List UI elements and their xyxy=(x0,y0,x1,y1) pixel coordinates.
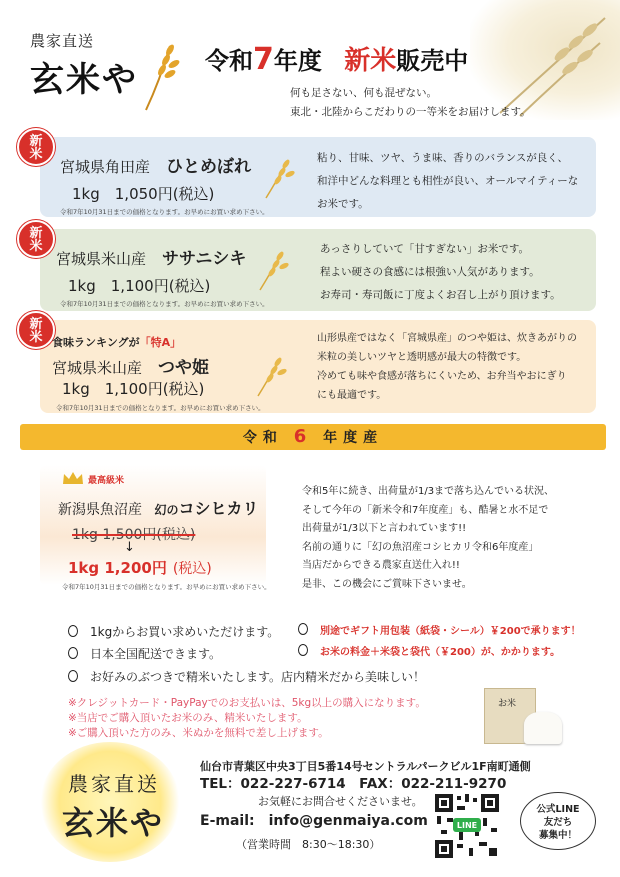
old-price: 1kg 1,500円(税込) xyxy=(72,527,196,543)
intro-line-2: 東北・北陸からこだわりの一等米をお届けします。 xyxy=(290,106,531,118)
page-headline: 令和7年度 新米販売中 xyxy=(205,42,469,77)
new-rice-badge: 新 米 xyxy=(17,311,55,349)
bran-note: ※ご購入頂いた方のみ、米ぬかを無料で差し上げます。 xyxy=(68,727,329,739)
phone-fax[interactable]: TEL：022-227-6714 FAX：022-211-9270 xyxy=(200,776,507,792)
ranking-label: 食味ランキングが「特A」 xyxy=(52,336,182,349)
product-price: 1kg 1,100円(税込) xyxy=(68,277,211,295)
header-wheat-icon xyxy=(490,8,610,118)
price-note: 令和7年10月31日までの価格となります。お早めにお買い求め下さい。 xyxy=(60,300,269,308)
product-description: 粘り、甘味、ツヤ、うま味、香りのバランスが良く、 和洋中どんな料理とも相性が良い、オールマイティーな お米です。 xyxy=(317,152,579,210)
footer-logo-subtitle: 農家直送 xyxy=(68,772,160,796)
store-address: 仙台市青葉区中央3丁目5番14号セントラルパークビル1F南町通側 xyxy=(200,760,531,773)
bag-fee-item: お米の料金＋米袋と袋代（￥200）が、かかります。 xyxy=(298,643,560,658)
product-name: ササニシキ xyxy=(162,249,247,269)
price-note: 令和7年10月31日までの価格となります。お早めにお買い求め下さい。 xyxy=(62,583,271,591)
gift-wrap-item: 別途でギフト用包装（紙袋・シール）￥200で承ります！ xyxy=(298,622,581,637)
feature-item: 日本全国配送できます。 xyxy=(68,645,221,662)
product-price: 1kg 1,050円(税込) xyxy=(72,185,215,203)
product-price: 1kg 1,100円(税込) xyxy=(62,380,205,398)
price-note: 令和7年10月31日までの価格となります。お早めにお買い求め下さい。 xyxy=(60,208,269,216)
product-name: ひとめぼれ xyxy=(166,157,252,177)
product-description: 山形県産ではなく「宮城県産」のつや姫は、炊きあがりの 米粒の美しいツヤと透明感が最大の特徴です。 冷めても味や食感が落ちにくいため、お弁当やおにぎり にも最適です。 xyxy=(317,333,577,401)
product-name: つや姫 xyxy=(158,358,210,378)
product-description: あっさりしていて「甘すぎない」お米です。 程よい硬さの食感には根強い人気があります。 お寿司・寿司飯に丁度よくお召し上がり頂けます。 xyxy=(320,243,561,301)
logo-title: 玄米や xyxy=(30,60,138,100)
koshihikari-description: 令和5年に続き、出荷量が1/3まで落ち込んでいる状況、 そして今年の「新米令和7年度産」も、酷暑と水不足で 出荷量が1/3以下と言われています!! 名前の通りに「幻の魚沼産コシヒカリ令和6年度産」 当店だからできる農家直送仕入れ!! 是非、この機会にご賞味下さいませ。 xyxy=(302,486,555,590)
footer-logo-title: 玄米や xyxy=(62,804,165,842)
line-friends-bubble: 公式LINE 友だち 募集中！ xyxy=(520,792,596,850)
rice-bag-image: お米 xyxy=(476,686,568,746)
feature-item: 1kgからお買い求めいただけます。 xyxy=(68,623,279,640)
crown-icon xyxy=(62,471,84,485)
svg-text:LINE: LINE xyxy=(456,821,478,830)
logo-wheat-icon xyxy=(140,40,184,112)
product-origin: 宮城県角田産 ひとめぼれ xyxy=(60,157,252,177)
wheat-icon xyxy=(254,354,290,398)
business-hours: （営業時間 8:30～18:30） xyxy=(236,838,381,851)
product-origin: 宮城県米山産 つや姫 xyxy=(52,358,210,378)
year-banner: 令和 6 年度産 xyxy=(20,424,606,450)
koshihikari-name: 新潟県魚沼産 幻のコシヒカリ xyxy=(58,499,259,518)
down-arrow-icon: ↓ xyxy=(124,540,135,555)
logo-subtitle: 農家直送 xyxy=(30,32,95,50)
feature-item: お好みのぶつきで精米いたします。店内精米だから美味しい！ xyxy=(68,668,425,685)
email-link[interactable]: E-mail: info@genmaiya.com xyxy=(200,813,428,829)
wheat-icon xyxy=(262,156,298,200)
product-origin: 宮城県米山産 ササニシキ xyxy=(56,249,247,269)
new-price: 1kg 1,200円 (税込) xyxy=(68,559,212,577)
payment-note: ※クレジットカード・PayPayでのお支払いは、5kg以上の購入になります。 xyxy=(68,697,426,709)
line-qr-code[interactable] xyxy=(433,792,501,860)
contact-invite: お気軽にお問合せくださいませ。 xyxy=(258,795,423,808)
wheat-icon xyxy=(256,248,292,292)
premium-tag: 最高級米 xyxy=(88,476,125,486)
price-note: 令和7年10月31日までの価格となります。お早めにお買い求め下さい。 xyxy=(56,404,265,412)
new-rice-badge: 新 米 xyxy=(17,220,55,258)
intro-line-1: 何も足さない、何も混ぜない。 xyxy=(290,87,437,99)
new-rice-badge: 新 米 xyxy=(17,128,55,166)
polish-note: ※当店でご購入頂いたお米のみ、精米いたします。 xyxy=(68,712,308,724)
